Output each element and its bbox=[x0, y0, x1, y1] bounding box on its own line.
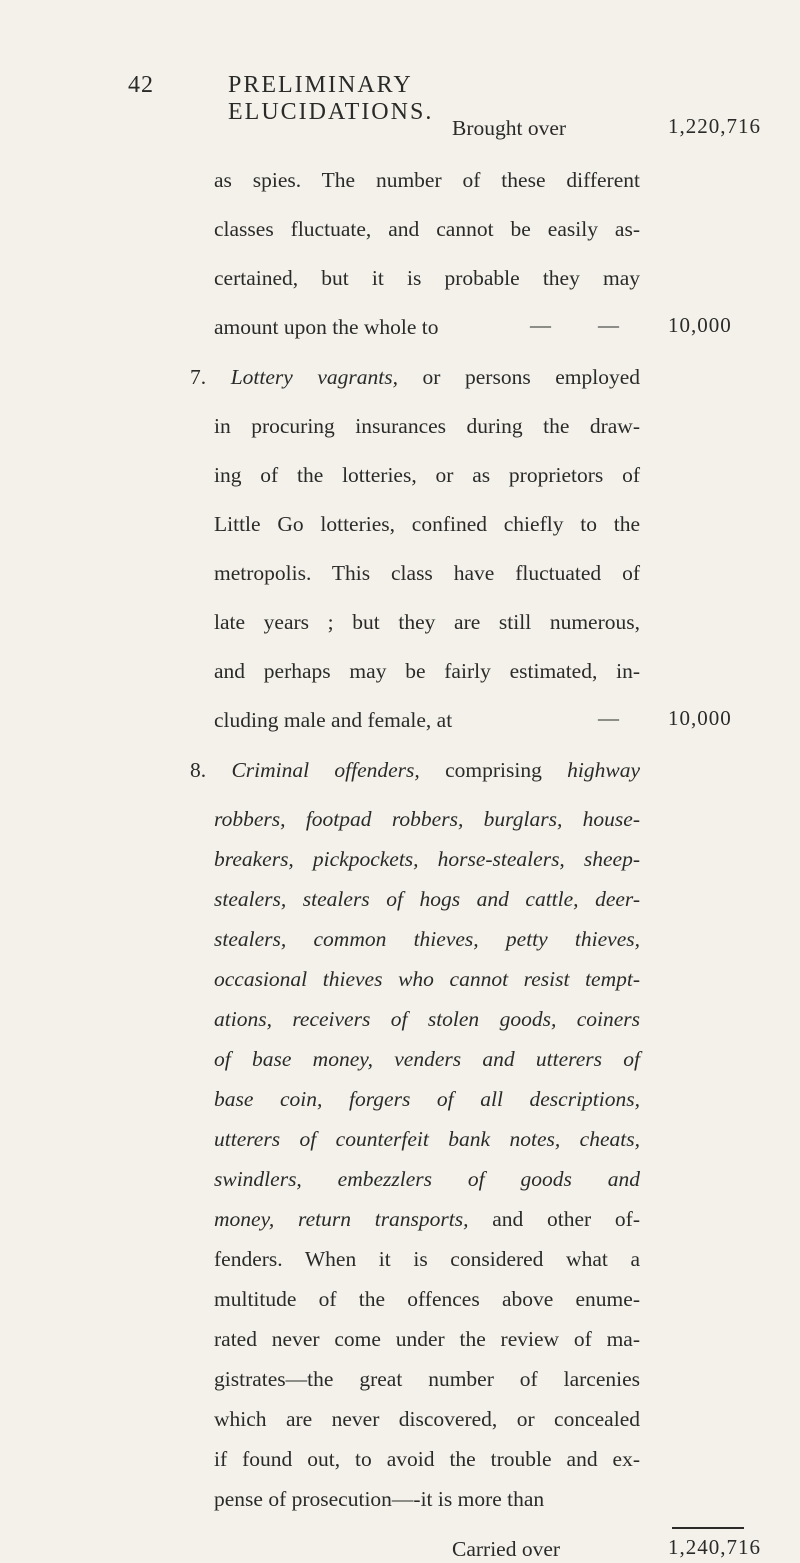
text-segment: highway bbox=[567, 758, 641, 782]
text-line: Little Go lotteries, confined chiefly to the bbox=[214, 512, 640, 536]
entry-number: 8. bbox=[190, 758, 207, 782]
page-number: 42 bbox=[128, 72, 154, 98]
entry-number: 7. bbox=[190, 365, 207, 389]
text-line: base coin, forgers of all descriptions, bbox=[214, 1087, 640, 1111]
entry-amount: 10,000 bbox=[668, 706, 732, 730]
brought-over-amount: 1,220,716 bbox=[668, 114, 761, 138]
text-line: metropolis. This class have fluctuated of bbox=[214, 561, 640, 585]
entry-amount: 10,000 bbox=[668, 313, 732, 337]
text-line: cluding male and female, at bbox=[214, 708, 453, 732]
text-line: and perhaps may be fairly estimated, in- bbox=[214, 659, 640, 683]
text-line: multitude of the offences above enume- bbox=[214, 1287, 640, 1311]
brought-over-label: Brought over bbox=[452, 116, 567, 140]
text-line: swindlers, embezzlers of goods and bbox=[214, 1167, 640, 1191]
running-title: PRELIMINARY ELUCIDATIONS. bbox=[228, 72, 434, 125]
text-line: gistrates—the great number of larcenies bbox=[214, 1367, 640, 1391]
carried-over-label: Carried over bbox=[452, 1537, 561, 1561]
text-line: rated never come under the review of ma- bbox=[214, 1327, 640, 1351]
text-line: stealers, common thieves, petty thieves, bbox=[214, 927, 640, 951]
sum-rule bbox=[672, 1527, 744, 1529]
text-segment: money, return transports, bbox=[214, 1207, 469, 1231]
text-line: of base money, venders and utterers of bbox=[214, 1047, 640, 1071]
entry-first-line bbox=[190, 363, 640, 391]
text-line: if found out, to avoid the trouble and ex- bbox=[214, 1447, 640, 1471]
page-header bbox=[128, 72, 618, 125]
text-line: fenders. When it is considered what a bbox=[214, 1247, 640, 1271]
text-line: breakers, pickpockets, horse-stealers, sheep- bbox=[214, 847, 640, 871]
text-line: certained, but it is probable they may bbox=[214, 266, 640, 290]
text-line: robbers, footpad robbers, burglars, house- bbox=[214, 807, 640, 831]
entry-title: Criminal offenders, bbox=[231, 758, 420, 782]
text-segment: and other of- bbox=[492, 1207, 641, 1231]
carried-over-amount: 1,240,716 bbox=[668, 1535, 761, 1559]
text-line: occasional thieves who cannot resist tempt- bbox=[214, 967, 640, 991]
text-line: amount upon the whole to bbox=[214, 315, 439, 339]
text-line: late years ; but they are still numerous, bbox=[214, 610, 640, 634]
leader-dash: — bbox=[598, 706, 619, 730]
text-segment: or persons employed bbox=[422, 365, 641, 389]
text-line: which are never discovered, or concealed bbox=[214, 1407, 640, 1431]
text-line: pense of prosecution—-it is more than bbox=[214, 1487, 545, 1511]
entry-title: Lottery vagrants, bbox=[230, 365, 398, 389]
text-line: ations, receivers of stolen goods, coiners bbox=[214, 1007, 640, 1031]
text-segment: comprising bbox=[445, 758, 542, 782]
text-line: ing of the lotteries, or as proprietors of bbox=[214, 463, 640, 487]
entry-first-line bbox=[190, 756, 640, 784]
text-line: utterers of counterfeit bank notes, cheats, bbox=[214, 1127, 640, 1151]
mixed-text-line bbox=[214, 1205, 640, 1233]
text-line: stealers, stealers of hogs and cattle, deer- bbox=[214, 887, 640, 911]
leader-dash: — bbox=[598, 313, 619, 337]
leader-dash: — bbox=[530, 313, 551, 337]
text-line: in procuring insurances during the draw- bbox=[214, 414, 640, 438]
text-line: as spies. The number of these different bbox=[214, 168, 640, 192]
text-line: classes fluctuate, and cannot be easily as- bbox=[214, 217, 640, 241]
